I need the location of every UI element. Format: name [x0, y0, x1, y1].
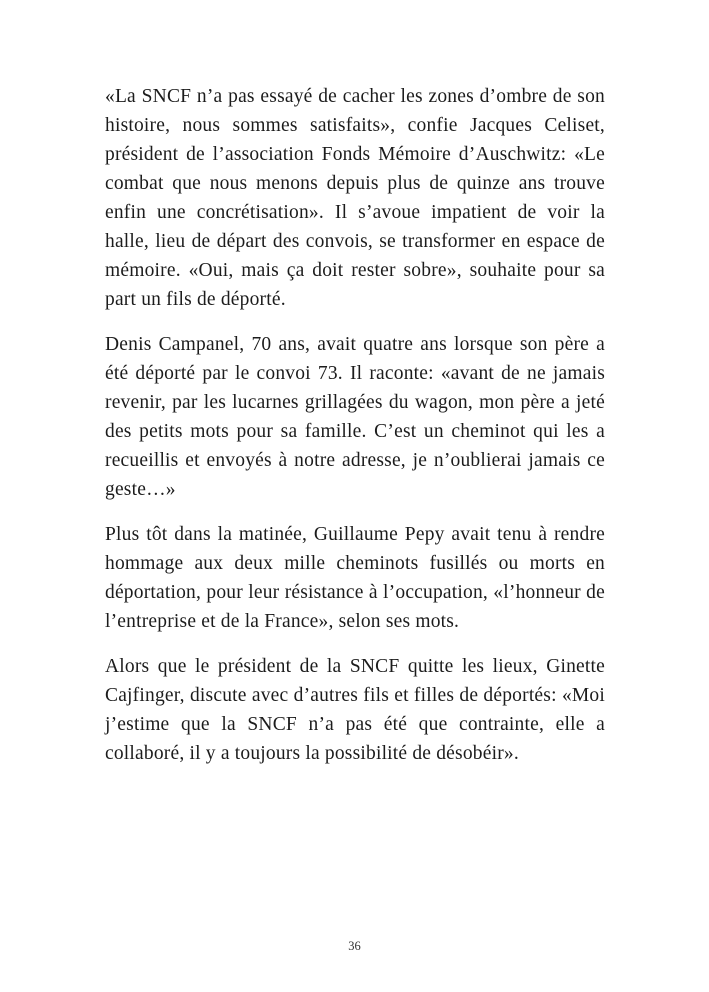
- paragraph-3: Plus tôt dans la matinée, Guillaume Pepy avait tenu à rendre hommage aux deux mille cheminots fusillés ou morts en déportation, pour leur résistance à l’occupation, «l’honneur de l’entreprise et de la France», selon ses mots.: [105, 524, 605, 632]
- paragraph-1: «La SNCF n’a pas essayé de cacher les zones d’ombre de son histoire, nous sommes satisfaits», confie Jacques Celiset, président de l’association Fonds Mémoire d’Auschwitz: «Le combat que nous menons depuis plus de quinze ans trouve enfin une concrétisation». Il s’avoue impatient de voir la halle, lieu de départ des convois, se transformer en espace de mémoire. «Oui, mais ça doit rester sobre», souhaite pour sa part un fils de déporté.: [105, 86, 605, 310]
- paragraph-4: Alors que le président de la SNCF quitte les lieux, Ginette Cajfinger, discute avec d’autres fils et filles de déportés: «Moi j’estime que la SNCF n’a pas été que contrainte, elle a collaboré, il y a toujours la possibilité de désobéir».: [105, 656, 605, 764]
- page-number: 36: [348, 939, 361, 953]
- paragraph-2: Denis Campanel, 70 ans, avait quatre ans lorsque son père a été déporté par le convoi 73. Il raconte: «avant de ne jamais revenir, par les lucarnes grillagées du wagon, mon père a jeté des petits mots pour sa famille. C’est un cheminot qui les a recueillis et envoyés à notre adresse, je n’oublierai jamais ce geste…»: [105, 334, 605, 500]
- text-block: [105, 82, 605, 784]
